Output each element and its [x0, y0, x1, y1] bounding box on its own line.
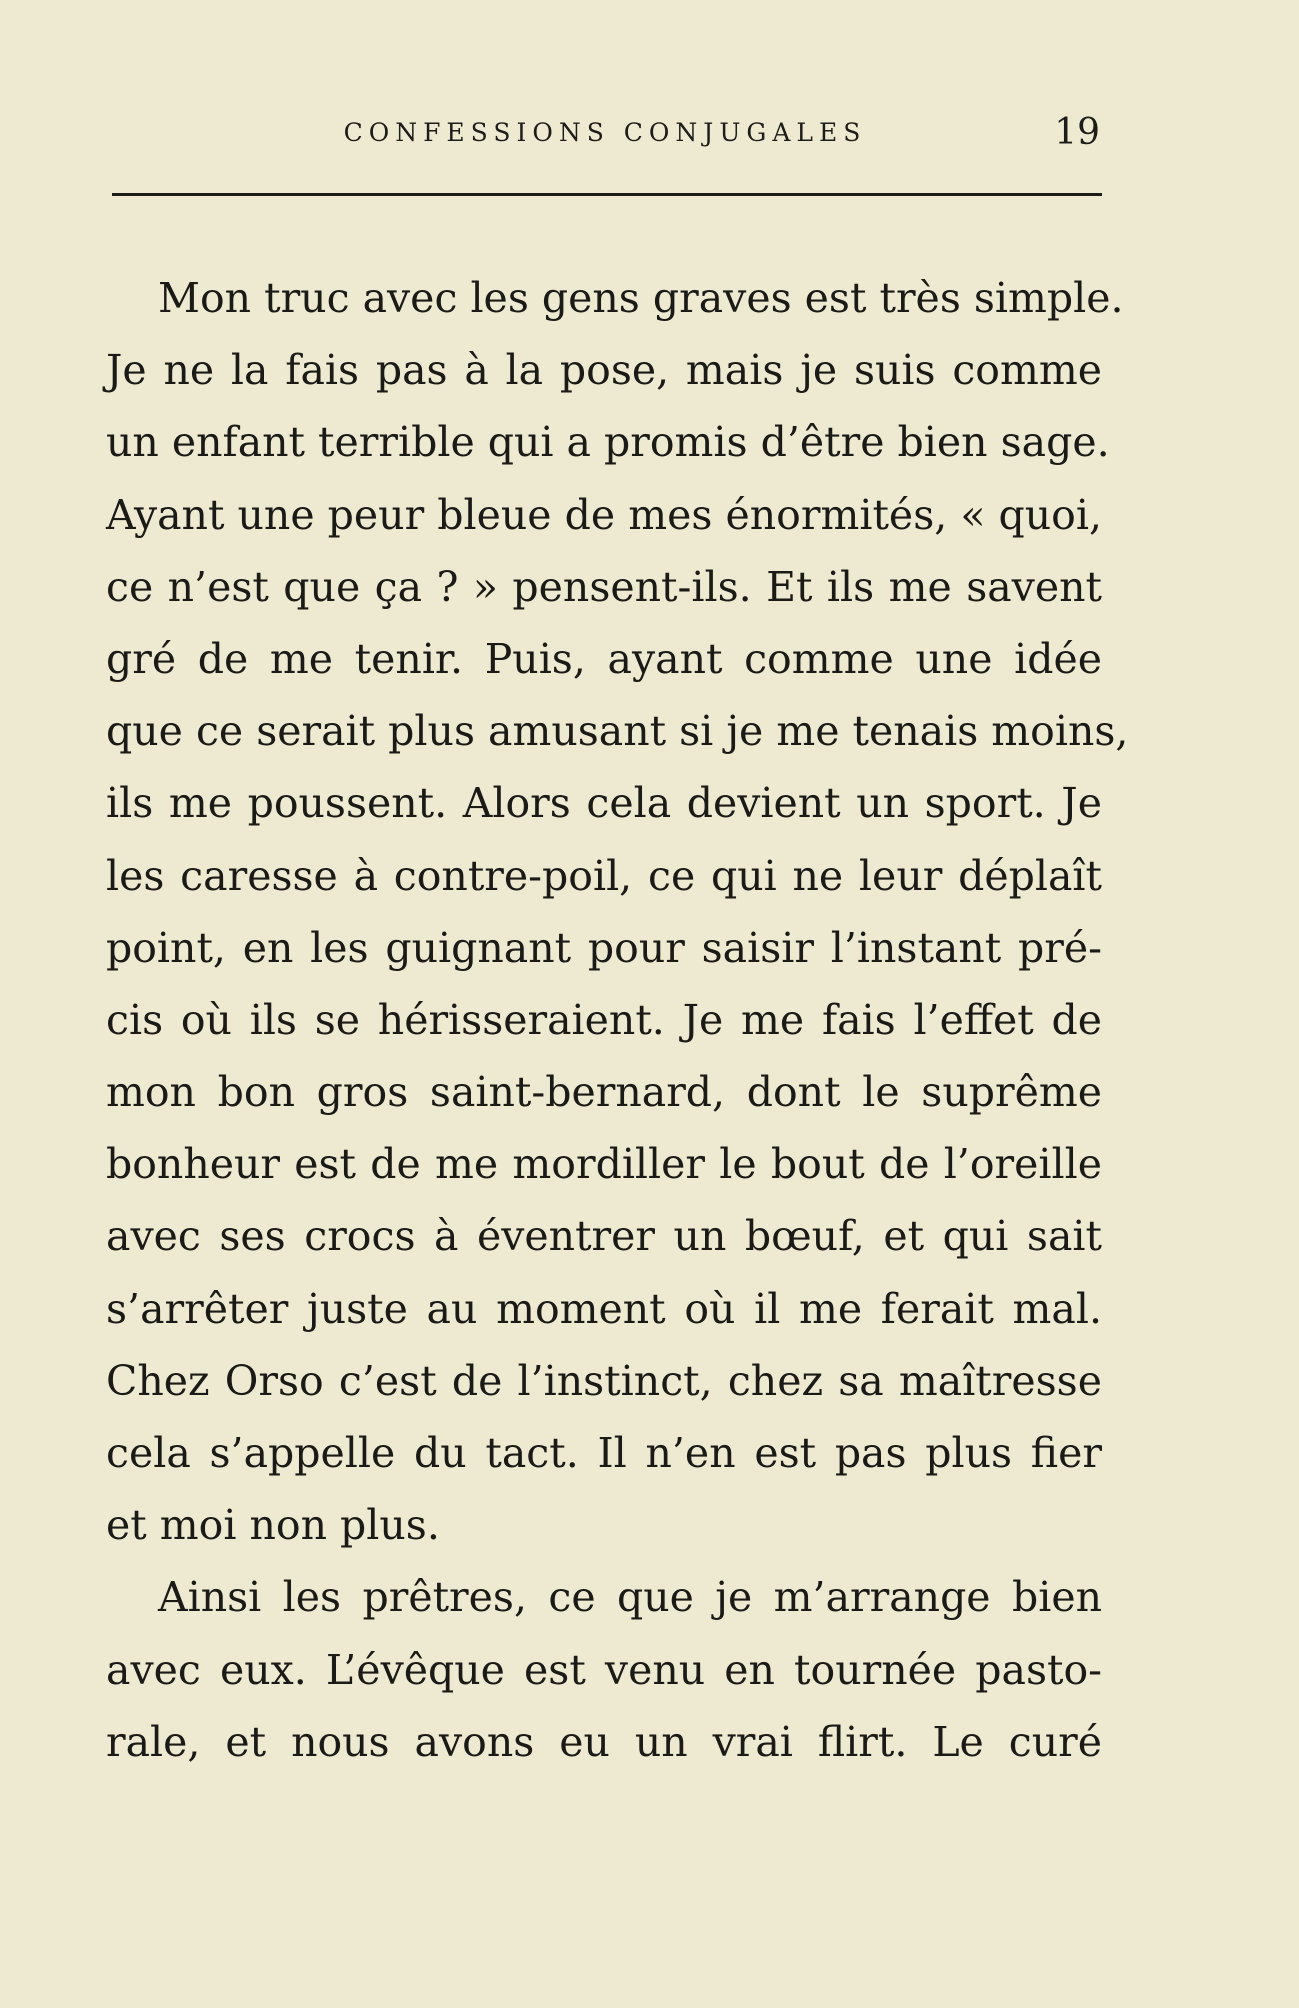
running-title: CONFESSIONS CONJUGALES [343, 118, 867, 147]
running-head [110, 112, 1100, 162]
text-line: cis où ils se hérisseraient. Je me fais l’effet de [106, 995, 1102, 1044]
text-line: un enfant terrible qui a promis d’être bien sage. [106, 418, 1110, 467]
text-line: cela s’appelle du tact. Il n’en est pas plus fier [106, 1429, 1102, 1477]
page-number: 19 [1054, 112, 1100, 153]
text-line: Chez Orso c’est de l’instinct, chez sa maîtresse [106, 1356, 1102, 1405]
text-line: gré de me tenir. Puis, ayant comme une idée [106, 634, 1102, 683]
text-line: Mon truc avec les gens graves est très simple. [158, 274, 1124, 322]
text-line: les caresse à contre-poil, ce qui ne leur déplaît [106, 851, 1102, 900]
text-line: ce n’est que ça ? » pensent-ils. Et ils me savent [106, 562, 1102, 611]
text-line: bonheur est de me mordiller le bout de l’oreille [106, 1140, 1102, 1189]
text-line: que ce serait plus amusant si je me tenais moins, [106, 707, 1129, 756]
text-line: point, en les guignant pour saisir l’instant pré- [106, 923, 1102, 972]
text-line: Ainsi les prêtres, ce que je m’arrange bien [158, 1573, 1102, 1622]
text-line: avec ses crocs à éventrer un bœuf, et qui sait [106, 1212, 1102, 1261]
paragraph-end-line: et moi non plus. [106, 1501, 440, 1550]
header-rule [112, 193, 1102, 196]
text-line: Ayant une peur bleue de mes énormités, « quoi, [106, 490, 1102, 539]
body-text [106, 262, 1129, 1778]
text-line: ils me poussent. Alors cela devient un sport. Je [106, 779, 1102, 828]
text-line: rale, et nous avons eu un vrai flirt. Le curé [106, 1717, 1102, 1766]
text-line: Je ne la fais pas à la pose, mais je suis comme [106, 346, 1102, 395]
text-line: mon bon gros saint-bernard, dont le suprême [106, 1068, 1102, 1117]
text-line: s’arrêter juste au moment où il me ferait mal. [106, 1284, 1102, 1333]
text-line: avec eux. L’évêque est venu en tournée pasto- [106, 1645, 1102, 1694]
